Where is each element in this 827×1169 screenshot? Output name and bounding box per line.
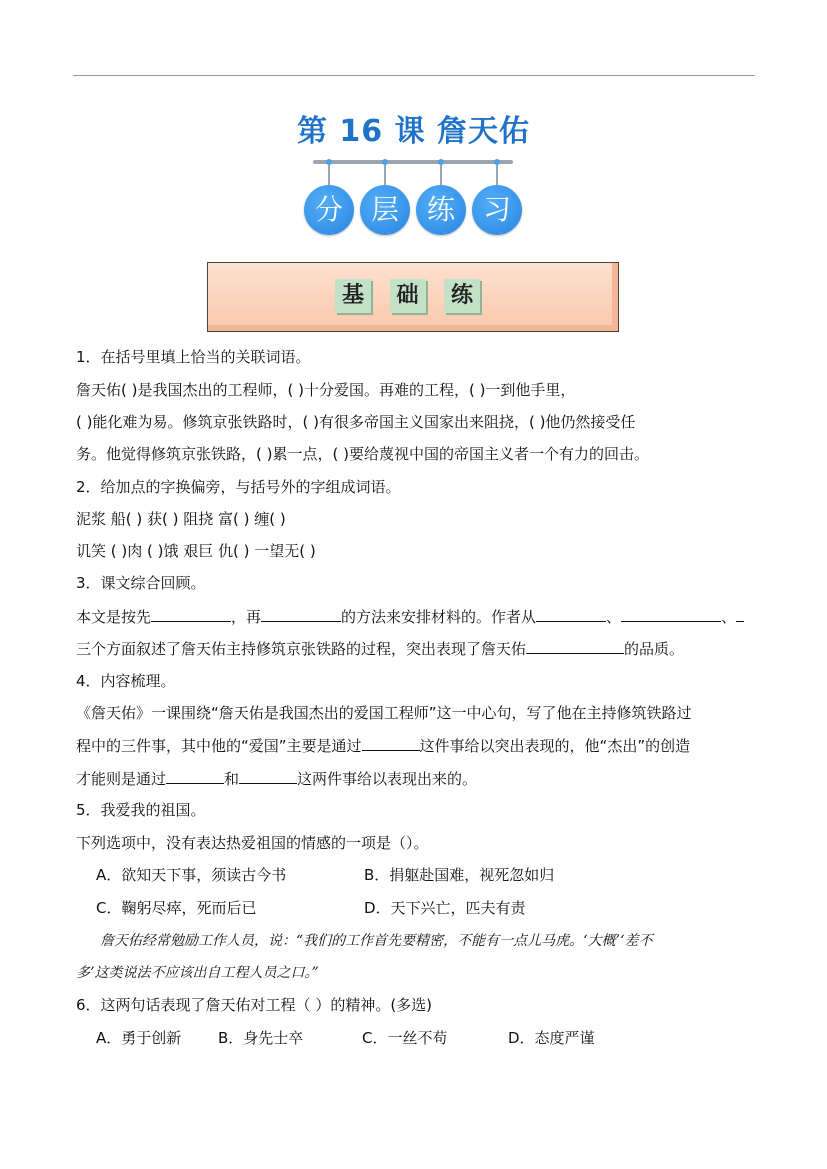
question-3-heading: 3．课文综合回顾。 bbox=[76, 574, 206, 592]
answer-blank[interactable] bbox=[536, 606, 606, 622]
section-circle: 层 bbox=[360, 185, 410, 235]
banner-label bbox=[335, 279, 480, 313]
text: 、 bbox=[606, 608, 622, 626]
quote-line: 多’这类说法不应该出自工程人员之口。” bbox=[76, 965, 319, 981]
question-6-heading: 6．这两句话表现了詹天佑对工程（ ）的精神。(多选) bbox=[76, 996, 433, 1014]
answer-blank[interactable] bbox=[261, 606, 341, 622]
option-d[interactable]: D．态度严谨 bbox=[508, 1029, 595, 1047]
text: 和 bbox=[224, 770, 240, 788]
text: 程中的三件事，其中他的“爱国”主要是通过 bbox=[76, 737, 362, 755]
answer-blank[interactable] bbox=[621, 606, 721, 622]
question-1-line: 务。他觉得修筑京张铁路，( )累一点，( )要给蔑视中国的帝国主义者一个有力的回击。 bbox=[76, 445, 649, 463]
answer-blank[interactable] bbox=[239, 768, 297, 784]
connector bbox=[496, 160, 498, 186]
option-c[interactable]: C．鞠躬尽瘁，死而后已 bbox=[96, 899, 257, 917]
text: 本文是按先 bbox=[76, 608, 152, 626]
option-d[interactable]: D．天下兴亡，匹夫有责 bbox=[364, 899, 526, 917]
question-3-line bbox=[76, 606, 756, 627]
connector bbox=[328, 160, 330, 186]
question-1-line: 詹天佑( )是我国杰出的工程师，( )十分爱国。再难的工程，( )一到他手里， bbox=[76, 381, 576, 399]
answer-blank[interactable] bbox=[151, 606, 231, 622]
question-1-line: ( )能化难为易。修筑京张铁路时，( )有很多帝国主义国家出来阻挠，( )他仍然接受任 bbox=[76, 413, 636, 431]
question-2-line: 讥笑 ( )肉 ( )饿 艰巨 仇( ) 一望无( ) bbox=[76, 542, 316, 560]
text: ，再 bbox=[231, 608, 262, 626]
text: 的品质。 bbox=[624, 640, 685, 658]
banner-char: 练 bbox=[444, 279, 480, 313]
question-4-line: 《詹天佑》一课围绕“詹天佑是我国杰出的爱国工程师”这一中心句，写了他在主持修筑铁路过 bbox=[76, 704, 692, 722]
banner-char: 础 bbox=[390, 279, 426, 313]
question-1-heading: 1．在括号里填上恰当的关联词语。 bbox=[76, 348, 311, 366]
text: 三个方面叙述了詹天佑主持修筑京张铁路的过程，突出表现了詹天佑 bbox=[76, 640, 527, 658]
banner-char: 基 bbox=[335, 279, 371, 313]
option-b[interactable]: B．捐躯赴国难，视死忽如归 bbox=[364, 866, 555, 884]
quote-line: 詹天佑经常勉励工作人员，说：“我们的工作首先要精密，不能有一点儿马虎。‘大概’‘差不 bbox=[100, 933, 653, 949]
section-circle: 习 bbox=[472, 185, 522, 235]
answer-blank[interactable] bbox=[166, 768, 224, 784]
answer-blank[interactable] bbox=[736, 606, 744, 622]
lesson-title: 第 16 课 詹天佑 bbox=[296, 114, 531, 149]
top-rule bbox=[73, 75, 755, 76]
question-2-line: 泥浆 船( ) 获( ) 阻挠 富( ) 缠( ) bbox=[76, 510, 286, 528]
option-a[interactable]: A．欲知天下事，须读古今书 bbox=[96, 866, 287, 884]
connector bbox=[384, 160, 386, 186]
question-5-prompt: 下列选项中，没有表达热爱祖国的情感的一项是（）。 bbox=[76, 834, 429, 852]
option-a[interactable]: A．勇于创新 bbox=[96, 1029, 182, 1047]
connector bbox=[440, 160, 442, 186]
answer-blank[interactable] bbox=[526, 638, 624, 654]
text: 、 bbox=[721, 608, 737, 626]
answer-blank[interactable] bbox=[362, 735, 420, 751]
title-underline bbox=[313, 160, 513, 164]
text: 才能则是通过 bbox=[76, 770, 167, 788]
option-c[interactable]: C．一丝不苟 bbox=[362, 1029, 448, 1047]
question-4-line bbox=[76, 735, 756, 756]
question-4-heading: 4．内容梳理。 bbox=[76, 672, 176, 690]
question-4-line bbox=[76, 768, 756, 789]
option-b[interactable]: B．身先士卒 bbox=[218, 1029, 304, 1047]
text: 这件事给以突出表现的，他“杰出”的创造 bbox=[419, 737, 691, 755]
section-circle: 练 bbox=[416, 185, 466, 235]
text: 这两件事给以表现出来的。 bbox=[297, 770, 478, 788]
question-3-line bbox=[76, 638, 756, 659]
question-5-heading: 5．我爱我的祖国。 bbox=[76, 801, 206, 819]
text: 的方法来安排材料的。作者从 bbox=[341, 608, 537, 626]
section-circle: 分 bbox=[304, 185, 354, 235]
question-2-heading: 2．给加点的字换偏旁，与括号外的字组成词语。 bbox=[76, 478, 401, 496]
